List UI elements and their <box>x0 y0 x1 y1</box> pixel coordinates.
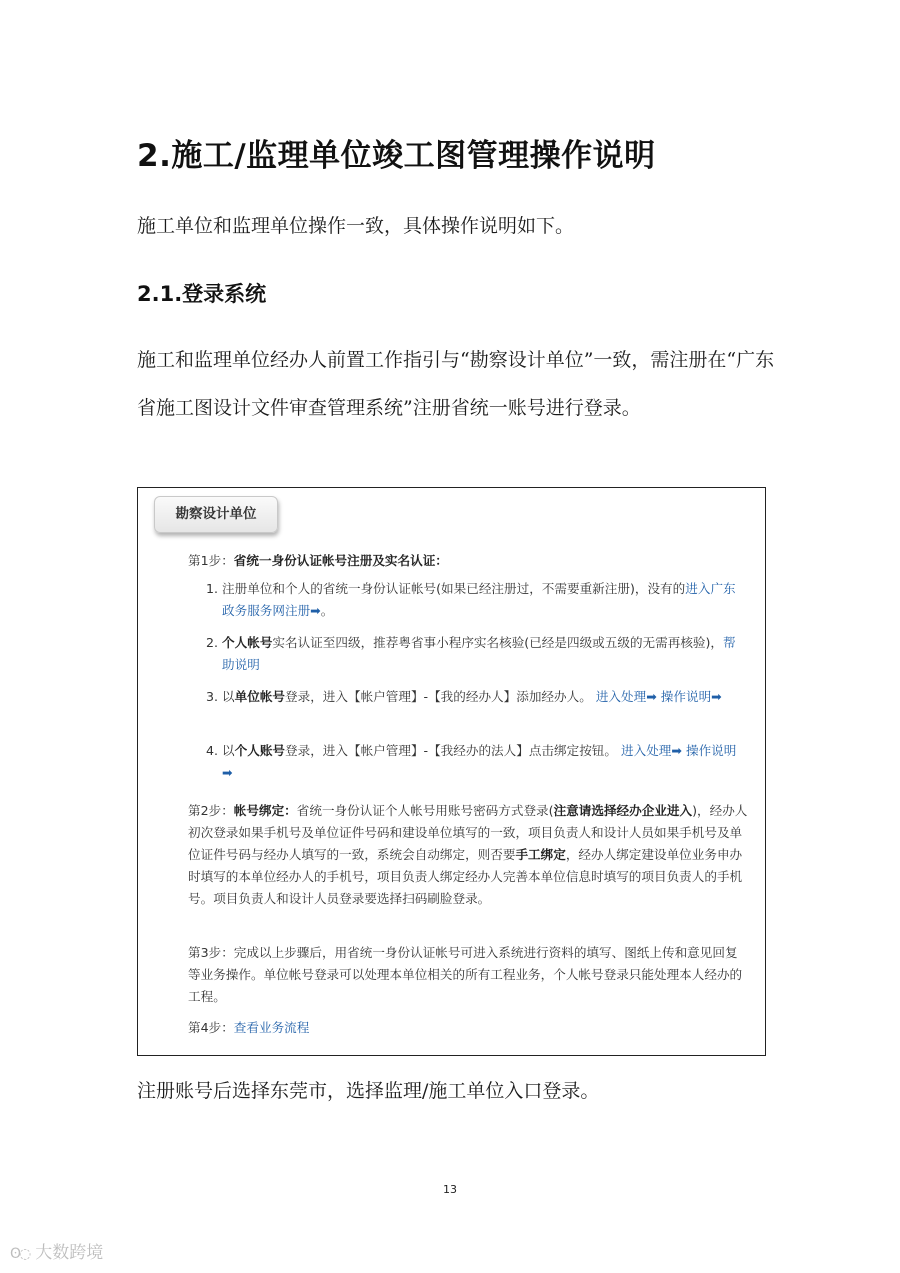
step1-title: 省统一身份认证帐号注册及实名认证： <box>233 553 448 568</box>
step2-text-1: 省统一身份认证个人帐号用账号密码方式登录( <box>296 803 554 818</box>
step2-paragraph <box>188 800 748 910</box>
item-text: 实名认证至四级，推荐粤省事小程序实名核验(已经是四级或五级的无需再核验)， <box>272 635 724 650</box>
instructions-link[interactable]: 操作说明➡ <box>660 689 722 704</box>
step2-bold-note: 注意请选择经办企业进入 <box>553 803 693 818</box>
item-text: 登录，进入【帐户管理】-【我的经办人】添加经办人。 <box>285 689 592 704</box>
item-bold: 个人账号 <box>234 743 286 758</box>
tab-survey-design-unit[interactable]: 勘察设计单位 <box>154 496 278 533</box>
item-text: 登录，进入【帐户管理】-【我经办的法人】点击绑定按钮。 <box>285 743 617 758</box>
step4-line <box>188 1017 309 1039</box>
step3-text: 完成以上步骤后，用省统一身份认证帐号可进入系统进行资料的填写、图纸上传和意见回复等业务操作。单位帐号登录可以处理本单位相关的所有工程业务，个人帐号登录只能处理本人经办的工程。 <box>188 945 743 1004</box>
login-paragraph: 施工和监理单位经办人前置工作指引与“勘察设计单位”一致，需注册在“广东省施工图设计文件审查管理系统”注册省统一账号进行登录。 <box>137 349 775 419</box>
list-item <box>206 632 746 676</box>
subsection-heading: 2.1.登录系统 <box>137 282 267 306</box>
item-bold: 单位帐号 <box>234 689 286 704</box>
page-number: 13 <box>443 1183 457 1196</box>
intro-paragraph: 施工单位和监理单位操作一致，具体操作说明如下。 <box>137 215 575 237</box>
item-text: 注册单位和个人的省统一身份认证帐号(如果已经注册过，不需要重新注册)，没有的 <box>222 581 686 596</box>
help-link[interactable]: 帮助说明 <box>222 635 736 672</box>
item-text-end: 。 <box>320 603 334 618</box>
item-number: 4. <box>206 743 219 758</box>
list-item <box>206 740 746 784</box>
list-item <box>206 578 746 622</box>
register-link[interactable]: 进入广东政务服务网注册➡ <box>222 581 736 618</box>
item-number: 2. <box>206 635 219 650</box>
step3-prefix: 第3步： <box>188 945 234 960</box>
embedded-screenshot <box>137 487 766 1056</box>
watermark <box>10 1238 103 1263</box>
business-flow-link[interactable]: 查看业务流程 <box>233 1020 310 1035</box>
item-number: 1. <box>206 581 219 596</box>
instructions-link[interactable]: 操作说明➡ <box>222 743 737 780</box>
after-paragraph: 注册账号后选择东莞市，选择监理/施工单位入口登录。 <box>137 1080 600 1102</box>
step2-bold-title: 帐号绑定： <box>233 803 297 818</box>
item-text-start: 以 <box>222 743 235 758</box>
step1-heading <box>188 550 448 572</box>
step2-text-3: ，经办人绑定建设单位业务申办时填写的本单位经办人的手机号，项目负责人绑定经办人完善本单位信息时填写的项目负责人的手机号。项目负责人和设计人员登录要选择扫码刷脸登录。 <box>188 847 743 906</box>
speech-bubble-logo-icon: ʘ◌ <box>10 1246 30 1262</box>
step4-prefix: 第4步： <box>188 1020 234 1035</box>
step1-prefix: 第1步： <box>188 553 234 568</box>
item-number: 3. <box>206 689 219 704</box>
process-link[interactable]: 进入处理➡ <box>621 743 682 758</box>
step2-bold-manual: 手工绑定 <box>515 847 566 862</box>
process-link[interactable]: 进入处理➡ <box>595 689 657 704</box>
step2-text-2: )，经办人初次登录如果手机号及单位证件号码和建设单位填写的一致，项目负责人和设计人员如果手机号及单位证件号码与经办人填写的一致，系统会自动绑定，则否要 <box>188 803 748 862</box>
watermark-text: 大数跨境 <box>35 1243 104 1263</box>
section-heading: 2.施工/监理单位竣工图管理操作说明 <box>137 138 656 174</box>
list-item <box>206 686 746 708</box>
step3-paragraph <box>188 942 748 1008</box>
step2-prefix: 第2步： <box>188 803 234 818</box>
item-bold: 个人帐号 <box>222 635 273 650</box>
item-text-start: 以 <box>222 689 235 704</box>
